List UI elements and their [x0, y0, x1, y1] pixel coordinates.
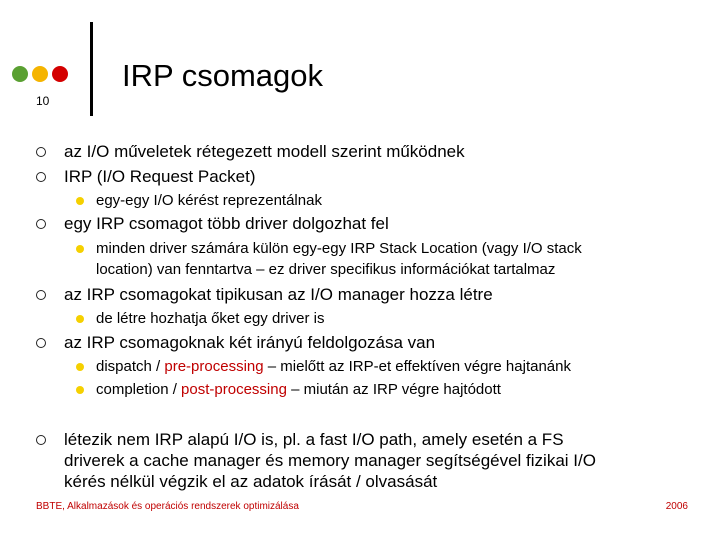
bullet-text: IRP (I/O Request Packet) — [64, 167, 256, 186]
sub-bullet-text — [96, 358, 571, 375]
bullet-dot-icon — [76, 197, 84, 205]
sub-bullet-text — [96, 381, 501, 398]
bullet-text: az IRP csomagoknak két irányú feldolgozása van — [64, 333, 436, 352]
sub-bullet-text: minden driver számára külön egy-egy IRP Stack Location (vagy I/O stack — [96, 240, 582, 257]
bullet-dot-icon — [76, 363, 84, 371]
bullet-circle-icon — [36, 172, 46, 182]
highlight-term: pre-processing — [164, 358, 264, 375]
bullet-text: az IRP csomagokat tipikusan az I/O manager hozza létre — [64, 285, 493, 304]
sub-bullet-part: – miután az IRP végre hajtódott — [286, 381, 501, 398]
sub-bullet-part: – mielőtt az IRP-et effektíven végre hajtanánk — [263, 358, 571, 375]
bullet-text-cont: driverek a cache manager és memory manager segítségével fizikai I/O — [64, 451, 596, 470]
bullet-circle-icon — [36, 435, 46, 445]
slide-number: 10 — [36, 94, 50, 108]
green-dot-icon — [12, 66, 28, 82]
red-dot-icon — [52, 66, 68, 82]
title-divider — [90, 22, 93, 116]
bullet-text-cont: kérés nélkül végzik el az adatok írását / olvasását — [64, 472, 438, 491]
highlight-term: post-processing — [181, 381, 287, 398]
bullet-dot-icon — [76, 315, 84, 323]
sub-bullet-text-cont: location) van fenntartva – ez driver specifikus információkat tartalmaz — [96, 261, 556, 278]
bullet-circle-icon — [36, 290, 46, 300]
bullet-text: az I/O műveletek rétegezett modell szerint működnek — [64, 142, 465, 161]
orange-dot-icon — [32, 66, 48, 82]
slide-title: IRP csomagok — [122, 58, 324, 93]
sub-bullet-text: de létre hozhatja őket egy driver is — [96, 310, 325, 327]
bullet-dot-icon — [76, 386, 84, 394]
bullet-circle-icon — [36, 219, 46, 229]
footer-year: 2006 — [665, 501, 688, 512]
bullet-text: egy IRP csomagot több driver dolgozhat fel — [64, 214, 389, 233]
logo-dots — [12, 66, 86, 82]
sub-bullet-part: completion / — [96, 381, 182, 398]
bullet-dot-icon — [76, 245, 84, 253]
bullet-text: létezik nem IRP alapú I/O is, pl. a fast I/O path, amely esetén a FS — [64, 430, 564, 449]
sub-bullet-part: dispatch / — [96, 358, 165, 375]
footer-course: BBTE, Alkalmazások és operációs rendszerek optimizálása — [36, 501, 299, 512]
bullet-circle-icon — [36, 147, 46, 157]
sub-bullet-text: egy-egy I/O kérést reprezentálnak — [96, 192, 322, 209]
bullet-circle-icon — [36, 338, 46, 348]
